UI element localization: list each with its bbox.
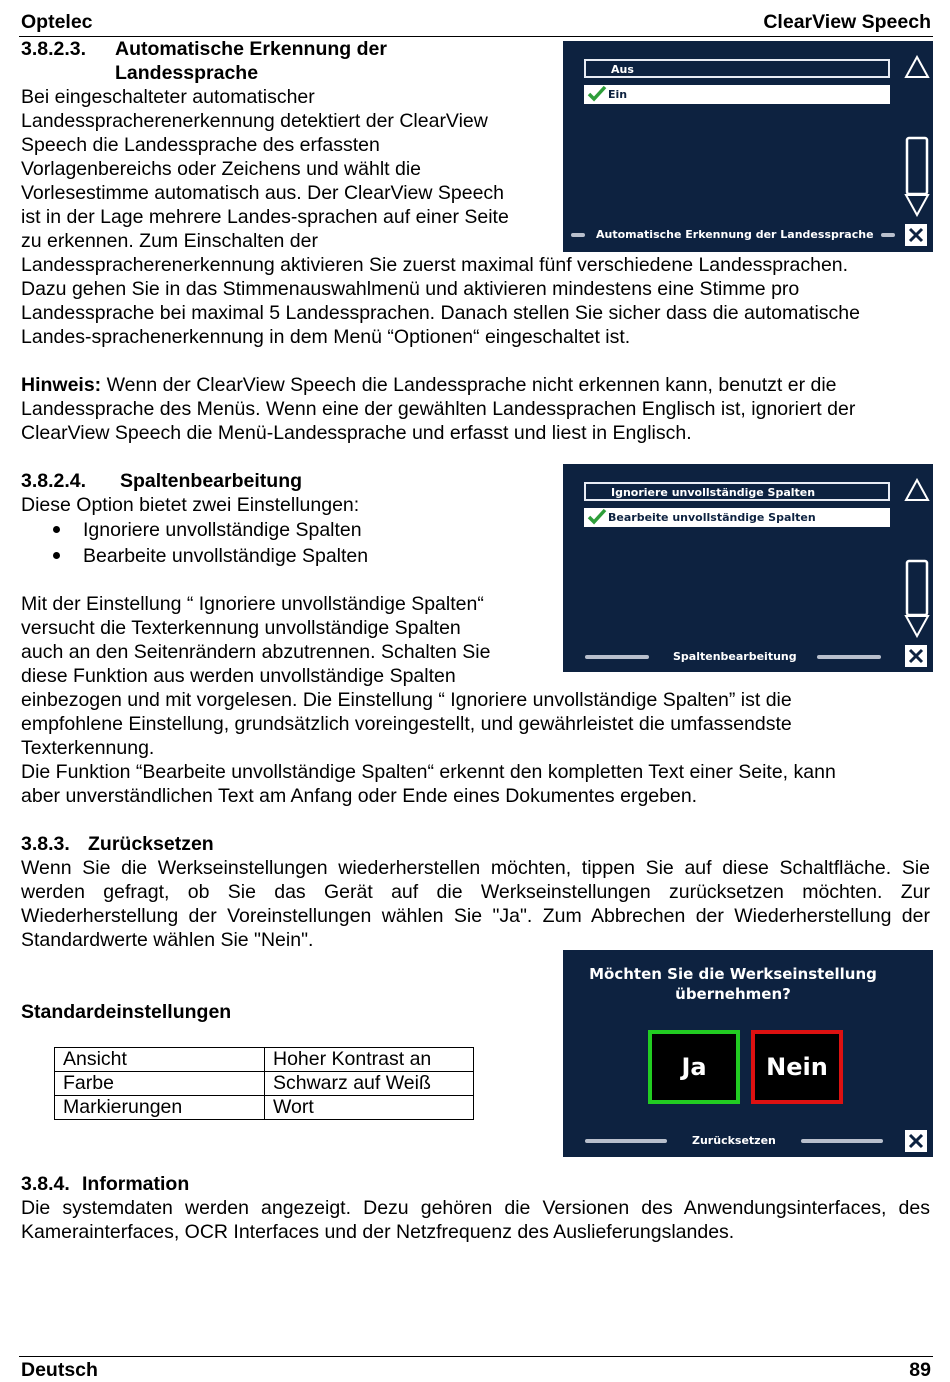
paragraph-line: aber unverständlichen Text am Anfang oder Ende eines Dokumentes ergeben. — [21, 785, 698, 807]
reset-dialog-screenshot — [563, 950, 933, 1157]
scroll-thumb — [907, 138, 927, 194]
paragraph-line: einbezogen und mit vorgelesen. Die Einstellung “ Ignoriere unvollständige Spalten” ist die — [21, 689, 792, 711]
option-process-columns[interactable] — [584, 508, 890, 527]
language-detection-screenshot — [563, 41, 933, 252]
header-product: ClearView Speech — [763, 11, 931, 33]
hint-text: Wenn der ClearView Speech die Landessprache nicht erkennen kann, benutzt er die — [101, 374, 837, 396]
section-number: 3.8.2.3. — [21, 38, 87, 60]
paragraph-line: auch an den Seitenrändern abzutrennen. Schalten Sie — [21, 641, 491, 663]
close-icon — [906, 646, 926, 666]
hint-line: ClearView Speech die Menü-Landessprache und erfasst und liest in Englisch. — [21, 422, 692, 444]
option-ein-label: Ein — [608, 88, 628, 101]
scroll-up-arrow-icon — [906, 480, 928, 500]
paragraph-line: Diese Option bietet zwei Einstellungen: — [21, 494, 360, 516]
caption-dash — [817, 655, 881, 659]
close-button[interactable] — [905, 224, 927, 246]
header-brand: Optelec — [21, 11, 93, 33]
dialog-question — [563, 964, 903, 1004]
table-cell: Markierungen — [55, 1096, 265, 1120]
paragraph-line: Mit der Einstellung “ Ignoriere unvollständige Spalten“ — [21, 593, 484, 615]
paragraph-line: diese Funktion aus werden unvollständige Spalten — [21, 665, 456, 687]
column-handling-screenshot — [563, 464, 933, 672]
yes-button[interactable]: Ja — [648, 1030, 740, 1104]
scroll-up-arrow-icon — [906, 57, 928, 77]
scrollbar[interactable] — [904, 478, 930, 640]
paragraph-line: Vorlagenbereichs oder Zeichens und wählt die — [21, 158, 422, 180]
scroll-down-arrow-icon — [906, 616, 928, 636]
paragraph-line: Kamerainterfaces, OCR Interfaces und der Netzfrequenz des Auslieferungslandes. — [21, 1221, 735, 1243]
footer-rule — [19, 1356, 933, 1357]
screen-caption: Automatische Erkennung der Landessprache — [596, 228, 874, 241]
scroll-down-arrow-icon — [906, 195, 928, 215]
option-process-columns-label: Bearbeite unvollständige Spalten — [608, 511, 816, 524]
paragraph-line: Standardwerte wählen Sie "Nein". — [21, 929, 314, 951]
paragraph-line: werden gefragt, ob Sie das Gerät auf die Werkseinstellungen zurücksetzen möchten. Zur — [21, 881, 930, 903]
list-item: Ignoriere unvollständige Spalten — [83, 519, 362, 541]
table-cell: Ansicht — [55, 1048, 265, 1072]
paragraph-line: zu erkennen. Zum Einschalten der — [21, 230, 318, 252]
footer-language: Deutsch — [21, 1359, 98, 1381]
paragraph-line: Vorlesestimme automatisch aus. Der ClearView Speech — [21, 182, 505, 204]
section-title: Zurücksetzen — [88, 833, 214, 855]
paragraph-line: Texterkennung. — [21, 737, 155, 759]
paragraph-line: Dazu gehen Sie in das Stimmenauswahlmenü und aktivieren mindestens eine Stimme pro — [21, 278, 800, 300]
section-title: Spaltenbearbeitung — [120, 470, 303, 492]
table-cell: Farbe — [55, 1072, 265, 1096]
list-item: Bearbeite unvollständige Spalten — [83, 545, 369, 567]
checkmark-icon — [587, 508, 607, 526]
paragraph-line: Landesspracherenerkennung detektiert der ClearView — [21, 110, 488, 132]
hint-line — [21, 373, 837, 397]
option-aus[interactable]: Aus — [584, 59, 890, 78]
paragraph-line: Die systemdaten werden angezeigt. Dezu gehören die Versionen des Anwendungsinterfaces, des — [21, 1197, 930, 1219]
paragraph-line: Landessprache bei maximal 5 Landessprachen. Danach stellen Sie sicher dass die automatische — [21, 302, 860, 324]
paragraph-line: ist in der Lage mehrere Landes-sprachen auf einer Seite — [21, 206, 509, 228]
option-ignore-columns[interactable]: Ignoriere unvollständige Spalten — [584, 482, 890, 501]
option-ein[interactable] — [584, 85, 890, 104]
paragraph-line: Wenn Sie die Werkseinstellungen wiederherstellen möchten, tippen Sie auf diese Schaltfläche. Sie — [21, 857, 930, 879]
caption-dash — [585, 655, 649, 659]
section-number: 3.8.4. — [21, 1173, 70, 1195]
section-title: Information — [82, 1173, 190, 1195]
paragraph-line: Landes-sprachenerkennung in dem Menü “Optionen“ eingeschaltet ist. — [21, 326, 631, 348]
table-cell: Schwarz auf Weiß — [265, 1072, 474, 1096]
page-number: 89 — [909, 1359, 931, 1381]
hint-line: Landessprache des Menüs. Wenn eine der gewählten Landessprachen Englisch ist, ignoriert der — [21, 398, 856, 420]
section-number: 3.8.3. — [21, 833, 70, 855]
paragraph-line: Landesspracherenerkennung aktivieren Sie zuerst maximal fünf verschiedene Landessprachen. — [21, 254, 849, 276]
section-number: 3.8.2.4. — [21, 470, 87, 492]
caption-dash — [585, 1139, 667, 1143]
table-cell: Hoher Kontrast an — [265, 1048, 474, 1072]
defaults-heading: Standardeinstellungen — [21, 1001, 232, 1023]
screen-caption: Zurücksetzen — [692, 1134, 776, 1147]
hint-label: Hinweis: — [21, 374, 102, 396]
defaults-table — [54, 1047, 474, 1120]
paragraph-line: Bei eingeschalteter automatischer — [21, 86, 315, 108]
scroll-thumb — [907, 561, 927, 615]
close-button[interactable] — [905, 645, 927, 667]
section-title-cont: Landessprache — [115, 62, 259, 84]
dialog-question-line: übernehmen? — [675, 985, 791, 1003]
dialog-question-line: Möchten Sie die Werkseinstellung — [589, 965, 877, 983]
paragraph-line: Die Funktion “Bearbeite unvollständige Spalten“ erkennt den kompletten Text einer Seite, kann — [21, 761, 836, 783]
table-cell: Wort — [265, 1096, 474, 1120]
caption-dash — [571, 233, 585, 237]
paragraph-line: versucht die Texterkennung unvollständige Spalten — [21, 617, 461, 639]
checkmark-icon — [587, 85, 607, 103]
paragraph-line: empfohlene Einstellung, grundsätzlich voreingestellt, und gewährleistet die umfassendste — [21, 713, 792, 735]
close-icon — [906, 225, 926, 245]
table-row — [55, 1072, 474, 1096]
close-icon — [906, 1131, 926, 1151]
close-button[interactable] — [905, 1130, 927, 1152]
caption-dash — [881, 233, 895, 237]
paragraph-line: Wiederherstellung der Voreinstellungen wählen Sie "Ja". Zum Abbrechen der Wiederherstellung der — [21, 905, 930, 927]
table-row — [55, 1096, 474, 1120]
caption-dash — [801, 1139, 883, 1143]
paragraph-line: Speech die Landessprache des erfassten — [21, 134, 380, 156]
table-row — [55, 1048, 474, 1072]
bullet-icon — [53, 526, 60, 533]
bullet-icon — [53, 552, 60, 559]
scrollbar[interactable] — [904, 55, 930, 217]
section-title: Automatische Erkennung der — [115, 38, 387, 60]
screen-caption: Spaltenbearbeitung — [673, 650, 797, 663]
no-button[interactable]: Nein — [751, 1030, 843, 1104]
